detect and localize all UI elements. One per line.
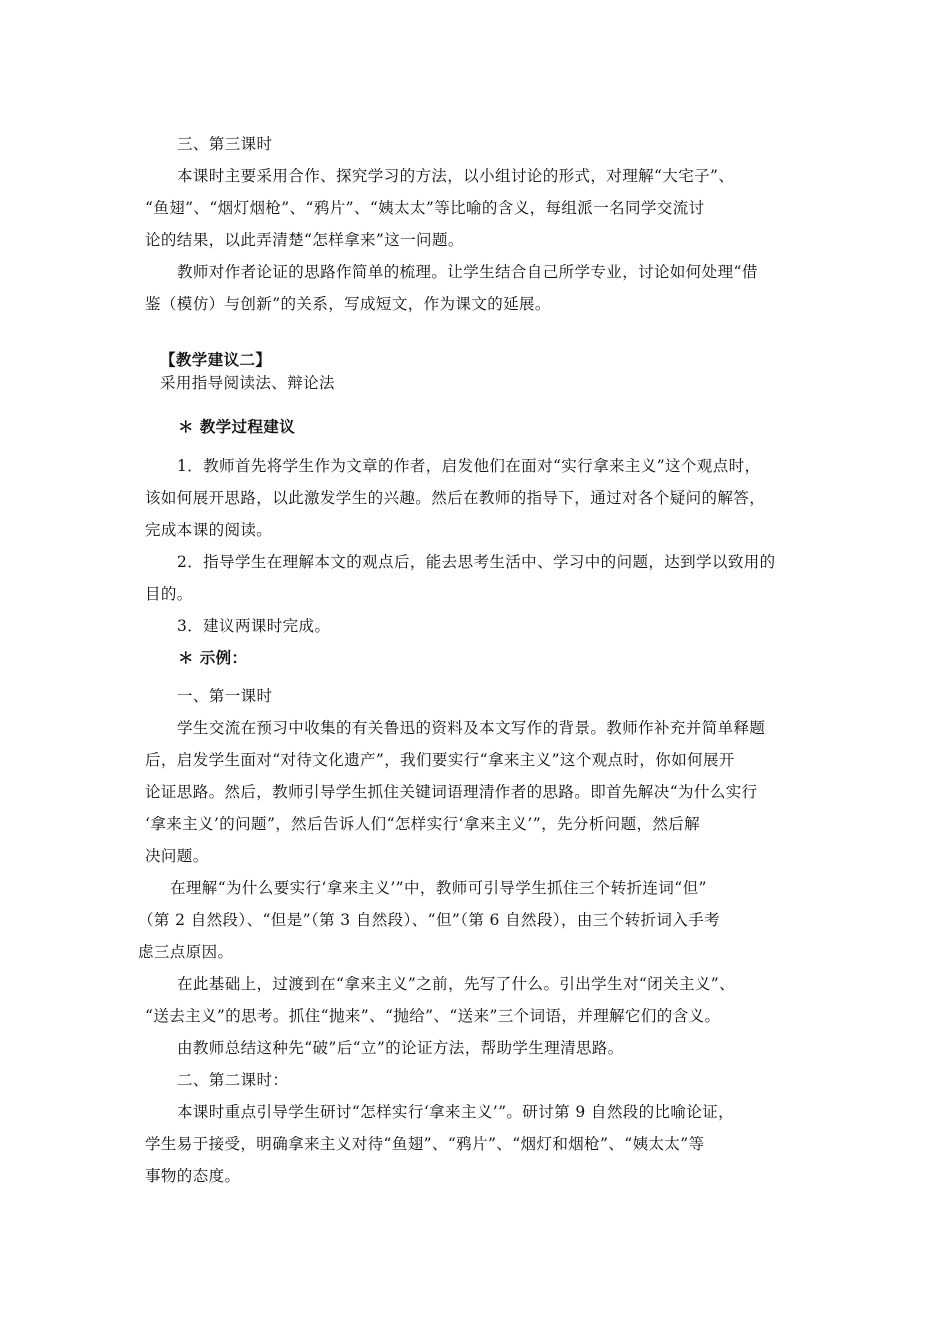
section3-p1-line: “鱼翅”、“烟灯烟枪”、“鸦片”、“姨太太”等比喻的含义，每组派一名同学交流讨 [145,199,705,217]
item1-line: 该如何展开思路，以此激发学生的兴趣。然后在教师的指导下，通过对各个疑问的解答， [145,489,766,507]
lesson2-p1-line: 事物的态度。 [145,1167,241,1185]
item1-line: 完成本课的阅读。 [145,521,273,539]
lesson1-p2-line: 在理解“为什么要实行‘拿来主义’”中，教师可引导学生抓住三个转折连词“但” [170,879,707,897]
item2-line: 2．指导学生在理解本文的观点后，能去思考生活中、学习中的问题，达到学以致用的 [177,553,776,571]
item1-line: 1．教师首先将学生作为文章的作者，启发他们在面对“实行拿来主义”这个观点时， [177,457,761,475]
item2-line: 目的。 [145,585,193,603]
example-heading: ＊ 示例： [178,649,248,667]
section3-p1-line: 论的结果，以此弄清楚“怎样拿来”这一问题。 [145,231,464,249]
item3: 3．建议两课时完成。 [177,617,331,635]
suggestion2-title: 【教学建议二】 [160,351,272,369]
lesson1-p1-line: 决问题。 [145,847,209,865]
lesson1-p2-line: 虑三点原因。 [138,943,234,961]
section3-p1-line: 本课时主要采用合作、探究学习的方法，以小组讨论的形式，对理解“大宅子”、 [177,167,735,185]
lesson1-p1-line: 论证思路。然后，教师引导学生抓住关键词语理清作者的思路。即首先解决“为什么实行 [145,783,758,801]
lesson1-p3-line: 在此基础上，过渡到在“拿来主义”之前，先写了什么。引出学生对“闭关主义”、 [177,975,735,993]
lesson1-p3-line: “送去主义”的思考。抓住“抛来”、“抛给”、“送来”三个词语，并理解它们的含义。 [145,1007,721,1025]
lesson1-heading: 一、第一课时 [177,687,273,705]
lesson1-p2-line: （第 2 自然段）、“但是”（第 3 自然段）、“但”（第 6 自然段），由三个转折词入手考 [138,911,720,929]
suggestion2-method: 采用指导阅读法、辩论法 [160,374,335,392]
lesson1-p4: 由教师总结这种先“破”后“立”的论证方法，帮助学生理清思路。 [177,1039,624,1057]
section3-p2-line: 鉴（模仿）与创新”的关系，写成短文，作为课文的延展。 [145,295,551,313]
process-heading: ＊ 教学过程建议 [178,418,296,436]
lesson1-p1-line: ‘拿来主义’的问题”，然后告诉人们“怎样实行‘拿来主义’”，先分析问题，然后解 [145,815,701,833]
section3-p2-line: 教师对作者论证的思路作简单的梳理。让学生结合自己所学专业，讨论如何处理“借 [177,263,758,281]
lesson1-p1-line: 学生交流在预习中收集的有关鲁迅的资料及本文写作的背景。教师作补充并简单释题 [177,719,766,737]
lesson2-p1-line: 本课时重点引导学生研讨“怎样实行‘拿来主义’”。研讨第 9 自然段的比喻论证， [177,1103,735,1121]
section3-heading: 三、第三课时 [177,135,273,153]
lesson1-p1-line: 后，启发学生面对“对待文化遗产”，我们要实行“拿来主义”这个观点时，你如何展开 [145,751,735,769]
lesson2-heading: 二、第二课时： [177,1071,289,1089]
lesson2-p1-line: 学生易于接受，明确拿来主义对待“鱼翅”、“鸦片”、“烟灯和烟枪”、“姨太太”等 [145,1135,705,1153]
